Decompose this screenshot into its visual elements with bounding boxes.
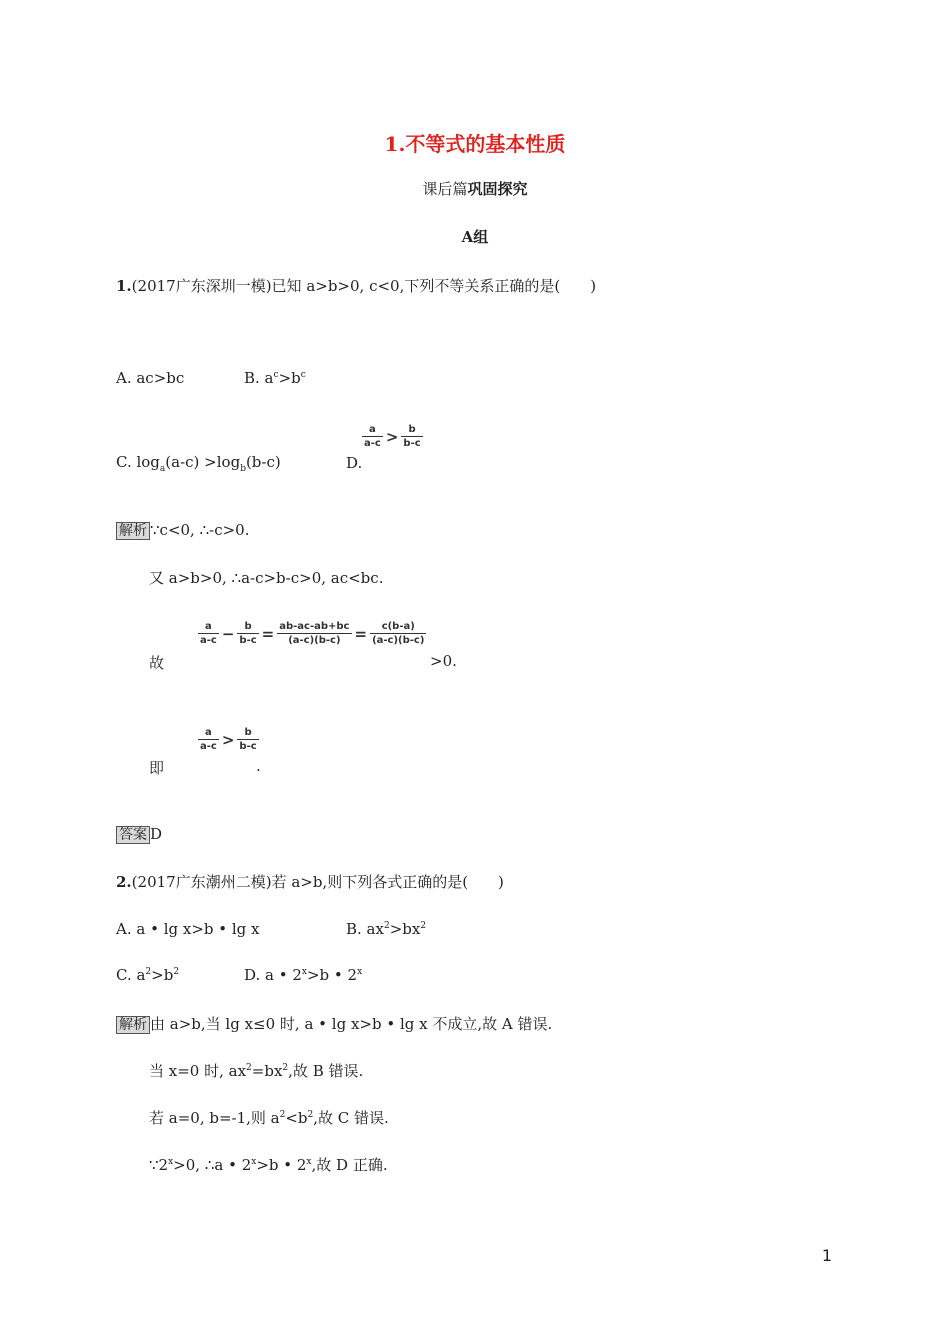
fraction: $\frac{b}{b-c}$ xyxy=(239,727,257,752)
page-number: 1 xyxy=(821,1246,832,1265)
analysis-tag: 解析 xyxy=(116,1016,150,1034)
q1-option-d-label: D. xyxy=(346,454,363,472)
q1-period: . xyxy=(256,757,261,775)
equals-sign: = xyxy=(261,624,275,643)
q1-optc-end: (b-c) xyxy=(245,453,281,471)
q1-answer xyxy=(116,824,162,844)
q1-option-a: A. ac>bc xyxy=(116,369,185,387)
q1-gu-label: 故 xyxy=(149,654,165,672)
q1-optb-mid: >b xyxy=(278,369,301,387)
fraction: $\frac{b}{b-c}$ xyxy=(403,424,421,449)
q2-stem xyxy=(116,871,504,892)
q1-optc-pre: C. log xyxy=(116,453,160,471)
q1-difference-formula xyxy=(198,621,426,646)
subtitle-prefix: 课后篇 xyxy=(422,180,468,198)
q1-number: 1. xyxy=(116,277,132,295)
q2-option-d: D. a • $2^x>b$ • 2$^x$ xyxy=(244,966,363,984)
q1-stem xyxy=(116,275,596,296)
q1-analysis-text1: ∵c<0, ∴-c>0. xyxy=(150,521,250,539)
section-subtitle xyxy=(0,178,950,199)
minus-sign: − xyxy=(221,624,235,643)
q1-optb-sup2: c xyxy=(300,370,306,380)
group-heading: A组 xyxy=(461,228,489,246)
greater-than-sign: > xyxy=(385,427,399,446)
q1-analysis-line1 xyxy=(116,520,250,540)
fraction: $\frac{b}{b-c}$ xyxy=(239,621,257,646)
q1-option-d-formula xyxy=(362,424,423,449)
q2-option-b: B. $ax^2>bx^2$ xyxy=(346,920,427,938)
q1-optb-pre: B. a xyxy=(244,369,274,387)
q2-number: 2. xyxy=(116,873,132,891)
fraction: $\frac{c(b-a)}{(a-c)(b-c)}$ xyxy=(372,621,425,646)
q1-option-b xyxy=(244,369,306,387)
subtitle-bold: 巩固探究 xyxy=(467,180,528,198)
q2-option-c: C. $a^2>b^2$ xyxy=(116,966,180,984)
greater-than-sign: > xyxy=(221,730,235,749)
q1-conclusion-formula xyxy=(198,727,259,752)
q1-option-c xyxy=(116,453,281,474)
q1-analysis-line2: 又 a>b>0, ∴a-c>b-c>0, ac<bc. xyxy=(149,569,384,587)
q2-analysis-line3: 若 a=0, b=-1,则 $a^2<b^2$,故 C 错误. xyxy=(149,1109,389,1127)
q2-stem-text: (2017广东潮州二模)若 a>b,则下列各式正确的是( ) xyxy=(131,873,504,891)
document-title: 1.不等式的基本性质 xyxy=(384,132,566,156)
q1-optc-sub-b: b xyxy=(240,464,246,474)
q2-option-a: A. a • lg x>b • lg x xyxy=(116,920,260,938)
q1-gt-zero: >0. xyxy=(430,652,457,670)
fraction: $\frac{a}{a-c}$ xyxy=(200,621,217,646)
q2-analysis-text1: 由 a>b,当 lg x≤0 时, a • lg x>b • lg x 不成立,故 A 错误. xyxy=(150,1015,553,1033)
fraction: $\frac{a}{a-c}$ xyxy=(364,424,381,449)
fraction: $\frac{ab-ac-ab+bc}{(a-c)(b-c)}$ xyxy=(279,621,350,646)
q1-stem-text: (2017广东深圳一模)已知 a>b>0, c<0,下列不等关系正确的是( ) xyxy=(131,277,597,295)
analysis-tag: 解析 xyxy=(116,522,150,540)
q1-optc-mid: (a-c) >log xyxy=(165,453,241,471)
q2-analysis-line2: 当 x=0 时, $ax^2=bx^2$,故 B 错误. xyxy=(149,1062,364,1080)
q1-ji-label: 即 xyxy=(149,759,165,777)
q1-answer-value: D xyxy=(150,825,163,843)
equals-sign: = xyxy=(354,624,368,643)
q1-optb-sup1: c xyxy=(273,370,279,380)
q1-optc-sub-a: a xyxy=(159,464,166,474)
answer-tag: 答案 xyxy=(116,826,150,844)
q2-analysis-line1 xyxy=(116,1013,552,1034)
fraction: $\frac{a}{a-c}$ xyxy=(200,727,217,752)
q2-analysis-line4: $\because 2^x>0$, ∴a • $2^x>b$ • 2$^x$,故 D 正确. xyxy=(149,1156,388,1174)
